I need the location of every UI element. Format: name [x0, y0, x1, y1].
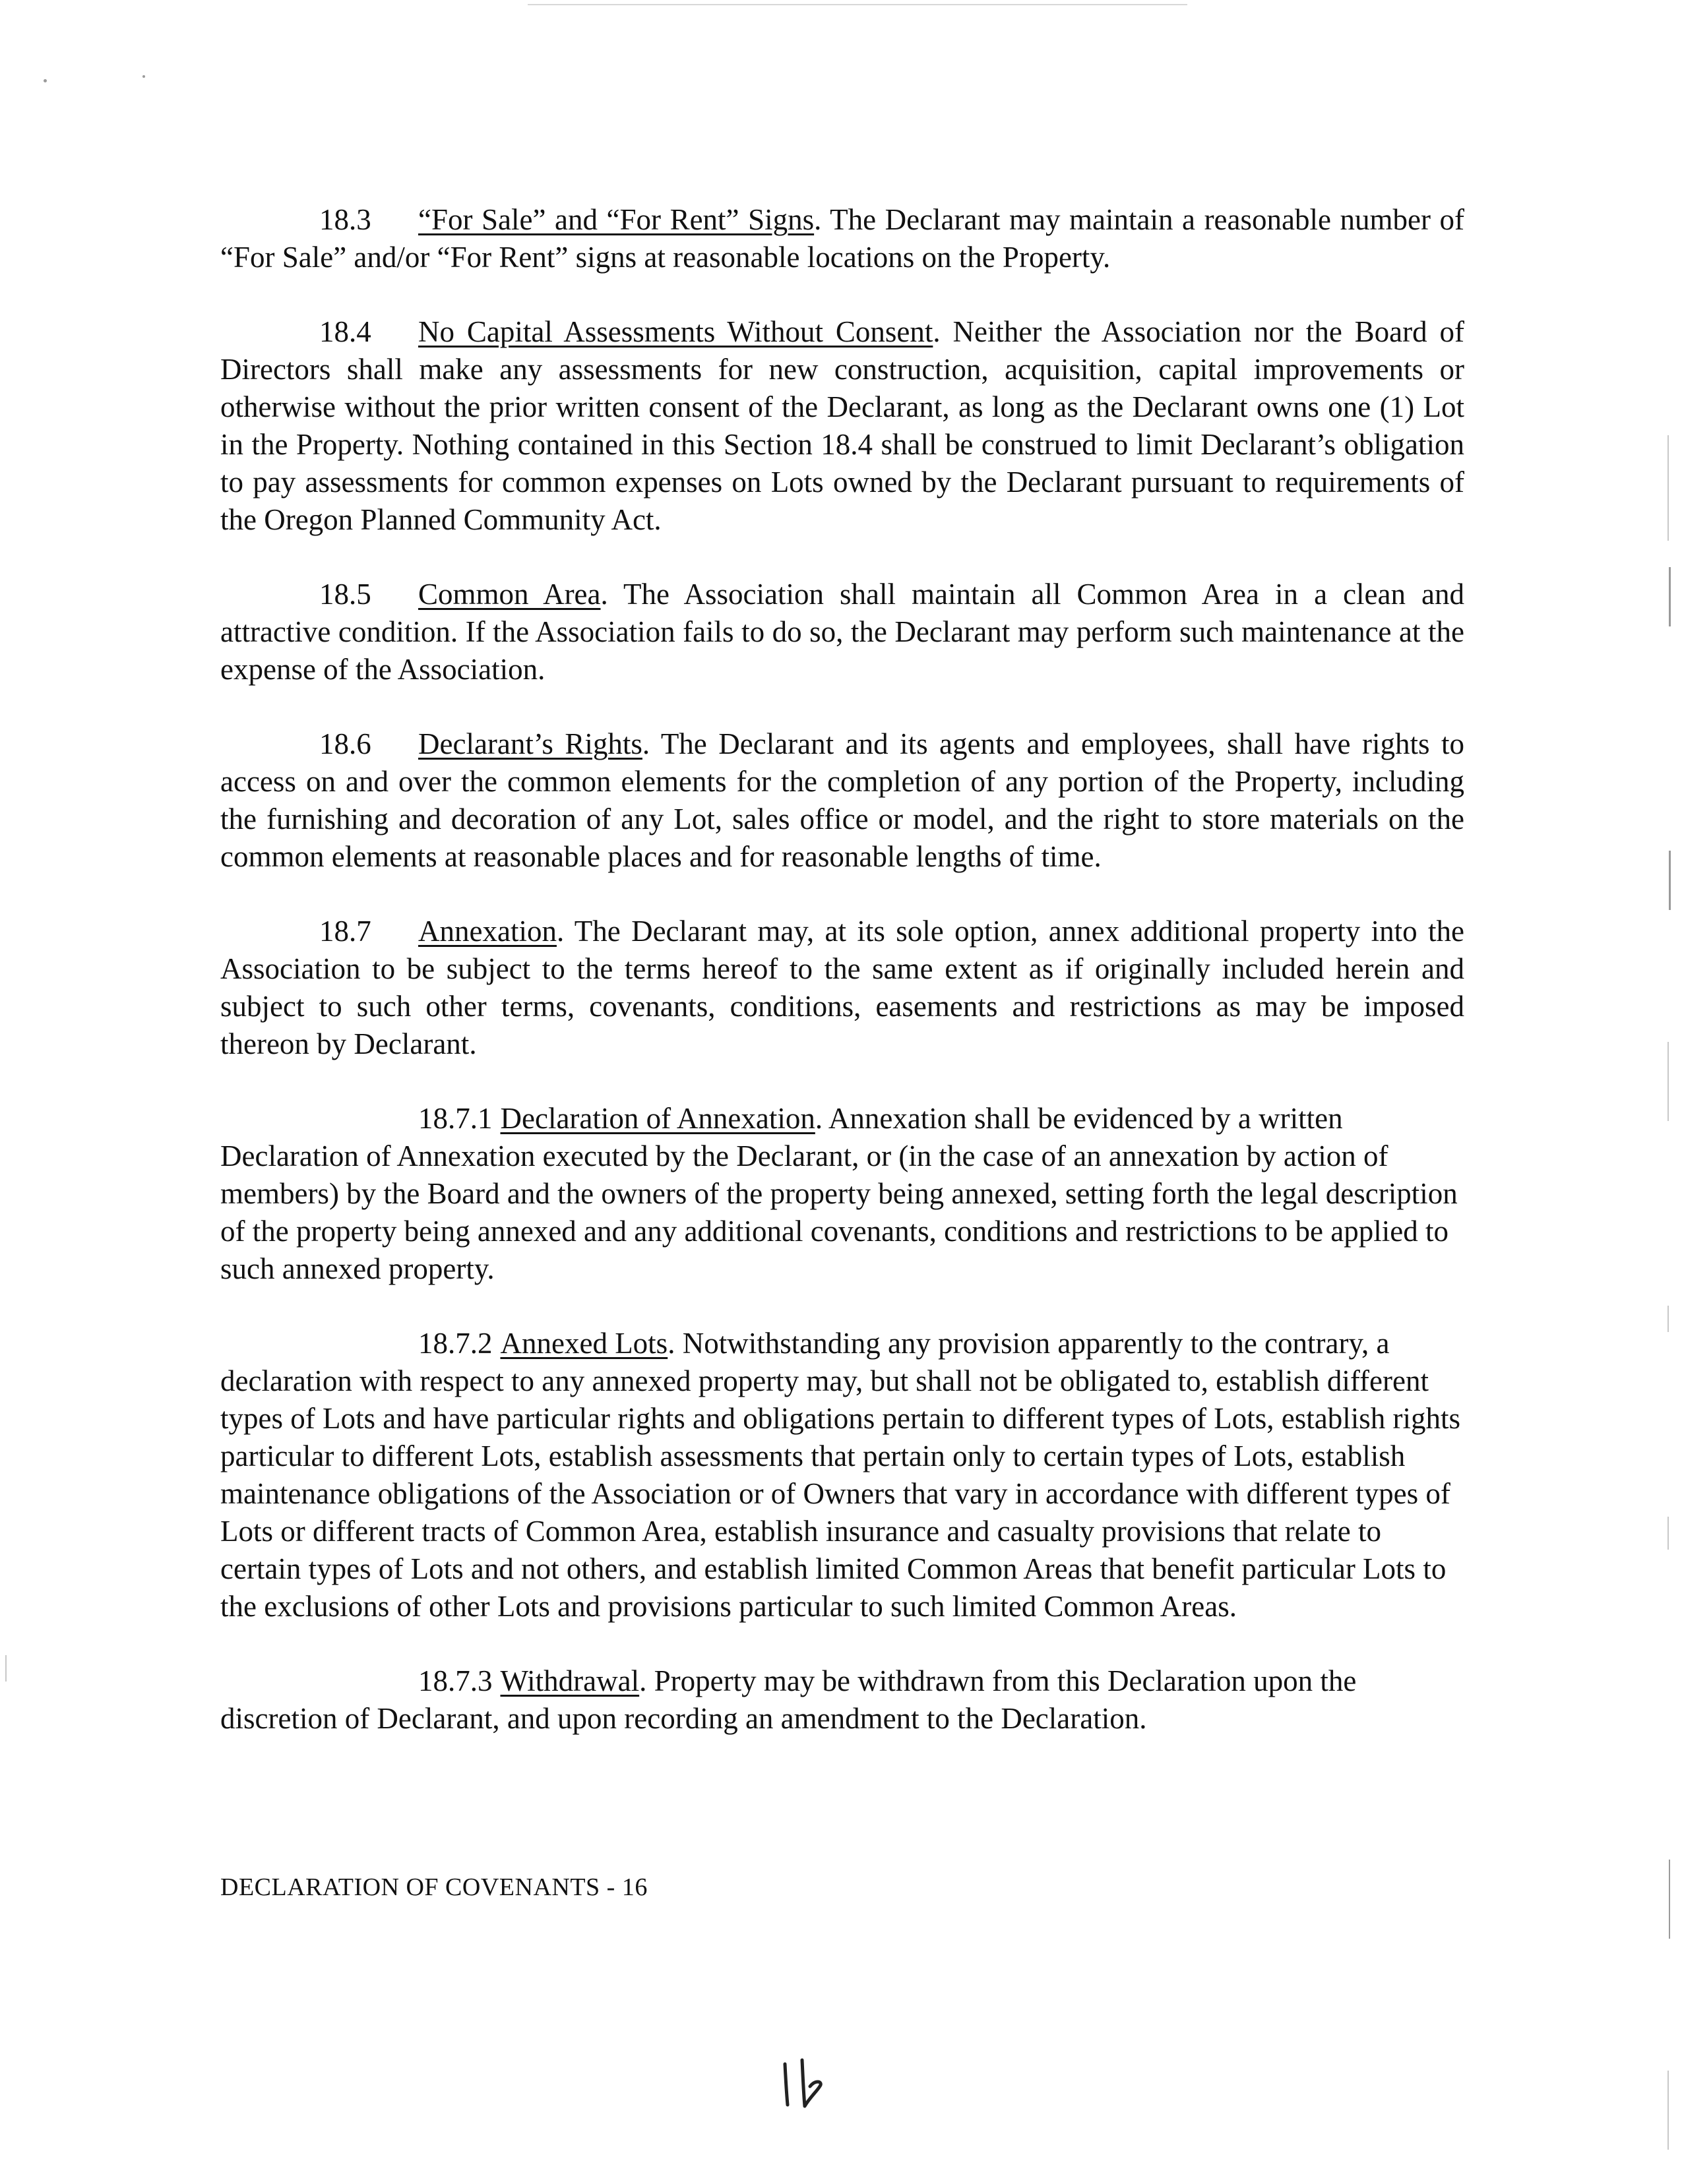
section-18-7-2	[220, 1325, 1464, 1625]
section-18-6	[220, 725, 1464, 876]
section-heading: Annexation	[418, 915, 557, 948]
scan-artifact-edge	[1667, 1306, 1669, 1332]
section-text: . The Declarant may maintain a reasonable number of “For Sale” and/or “For Rent” signs at reasonable locations on the Property.	[220, 203, 1464, 274]
section-heading: Withdrawal	[500, 1664, 640, 1697]
scan-artifact-edge	[1669, 851, 1671, 910]
document-body	[220, 201, 1464, 1774]
scan-artifact-edge	[1669, 567, 1671, 626]
scan-artifact-top	[528, 4, 1187, 5]
section-18-7-3	[220, 1662, 1464, 1738]
section-heading: Annexed Lots	[500, 1327, 668, 1360]
section-number: 18.7.2	[418, 1327, 493, 1360]
scan-artifact-edge	[1667, 2071, 1669, 2150]
section-number: 18.5	[319, 578, 371, 611]
page-footer: DECLARATION OF COVENANTS - 16	[220, 1873, 648, 1901]
section-number: 18.7.1	[418, 1102, 493, 1135]
section-text: . The Declarant and its agents and employees, shall have rights to access on and over the common elements for the completion of any portion of the Property, including the furnishing and decoration of any Lot, sales office or model, and the right to store materials on the common elements at reasonable places and for reasonable lengths of time.	[220, 727, 1464, 873]
section-number: 18.7	[319, 915, 371, 948]
section-text: . Neither the Association nor the Board of Directors shall make any assessments for new construction, acquisition, capital improvements or otherwise without the prior written consent of the Declarant, as long as the Declarant owns one (1) Lot in the Property. Nothing contained in this Section 18.4 shall be construed to limit Declarant’s obligation to pay assessments for common expenses on Lots owned by the Declarant pursuant to requirements of the Oregon Planned Community Act.	[220, 315, 1464, 536]
scan-artifact-dot	[44, 79, 47, 82]
scan-artifact-edge	[1669, 1860, 1670, 1939]
section-number: 18.4	[319, 315, 371, 348]
section-heading: “For Sale” and “For Rent” Signs	[418, 203, 815, 236]
section-text: . Annexation shall be evidenced by a written Declaration of Annexation executed by the Declarant, or (in the case of an annexation by action of members) by the Board and the owners of the property being annexed, setting forth the legal description of the property being annexed and any additional covenants, conditions and restrictions to be applied to such annexed property.	[220, 1102, 1458, 1285]
section-heading: Common Area	[418, 578, 601, 611]
section-text: . Notwithstanding any provision apparently to the contrary, a declaration with respect to any annexed property may, but shall not be obligated to, establish different types of Lots and have particular rights and obligations pertain to different types of Lots, establish rights particular to different Lots, establish assessments that pertain only to certain types of Lots, establish maintenance obligations of the Association or of Owners that vary in accordance with different types of Lots or different tracts of Common Area, establish insurance and casualty provisions that relate to certain types of Lots and not others, and establish limited Common Areas that benefit particular Lots to the exclusions of other Lots and provisions particular to such limited Common Areas.	[220, 1327, 1461, 1623]
section-text: . The Association shall maintain all Common Area in a clean and attractive condition. If the Association fails to do so, the Declarant may perform such maintenance at the expense of the Association.	[220, 578, 1464, 686]
scan-artifact-edge	[1667, 1042, 1669, 1121]
section-18-7-1	[220, 1100, 1464, 1288]
section-18-3	[220, 201, 1464, 276]
section-text: . The Declarant may, at its sole option, annex additional property into the Association to be subject to the terms hereof to the same extent as if originally included herein and subject to such other terms, covenants, conditions, easements and restrictions as may be imposed thereon by Declarant.	[220, 915, 1464, 1060]
section-heading: Declaration of Annexation	[500, 1102, 815, 1135]
section-heading: Declarant’s Rights	[418, 727, 642, 760]
section-18-5	[220, 576, 1464, 688]
section-number: 18.3	[319, 203, 371, 236]
scan-artifact-edge	[5, 1655, 7, 1682]
section-18-4	[220, 313, 1464, 539]
section-text: . Property may be withdrawn from this Declaration upon the discretion of Declarant, and upon recording an amendment to the Declaration.	[220, 1664, 1357, 1735]
section-heading: No Capital Assessments Without Consent	[418, 315, 933, 348]
section-number: 18.6	[319, 727, 371, 760]
section-number: 18.7.3	[418, 1664, 493, 1697]
handwritten-page-number	[776, 2057, 828, 2110]
scan-artifact-edge	[1667, 435, 1669, 541]
scan-artifact-dot	[142, 75, 145, 78]
scan-artifact-edge	[1667, 1517, 1669, 1550]
section-18-7	[220, 913, 1464, 1063]
